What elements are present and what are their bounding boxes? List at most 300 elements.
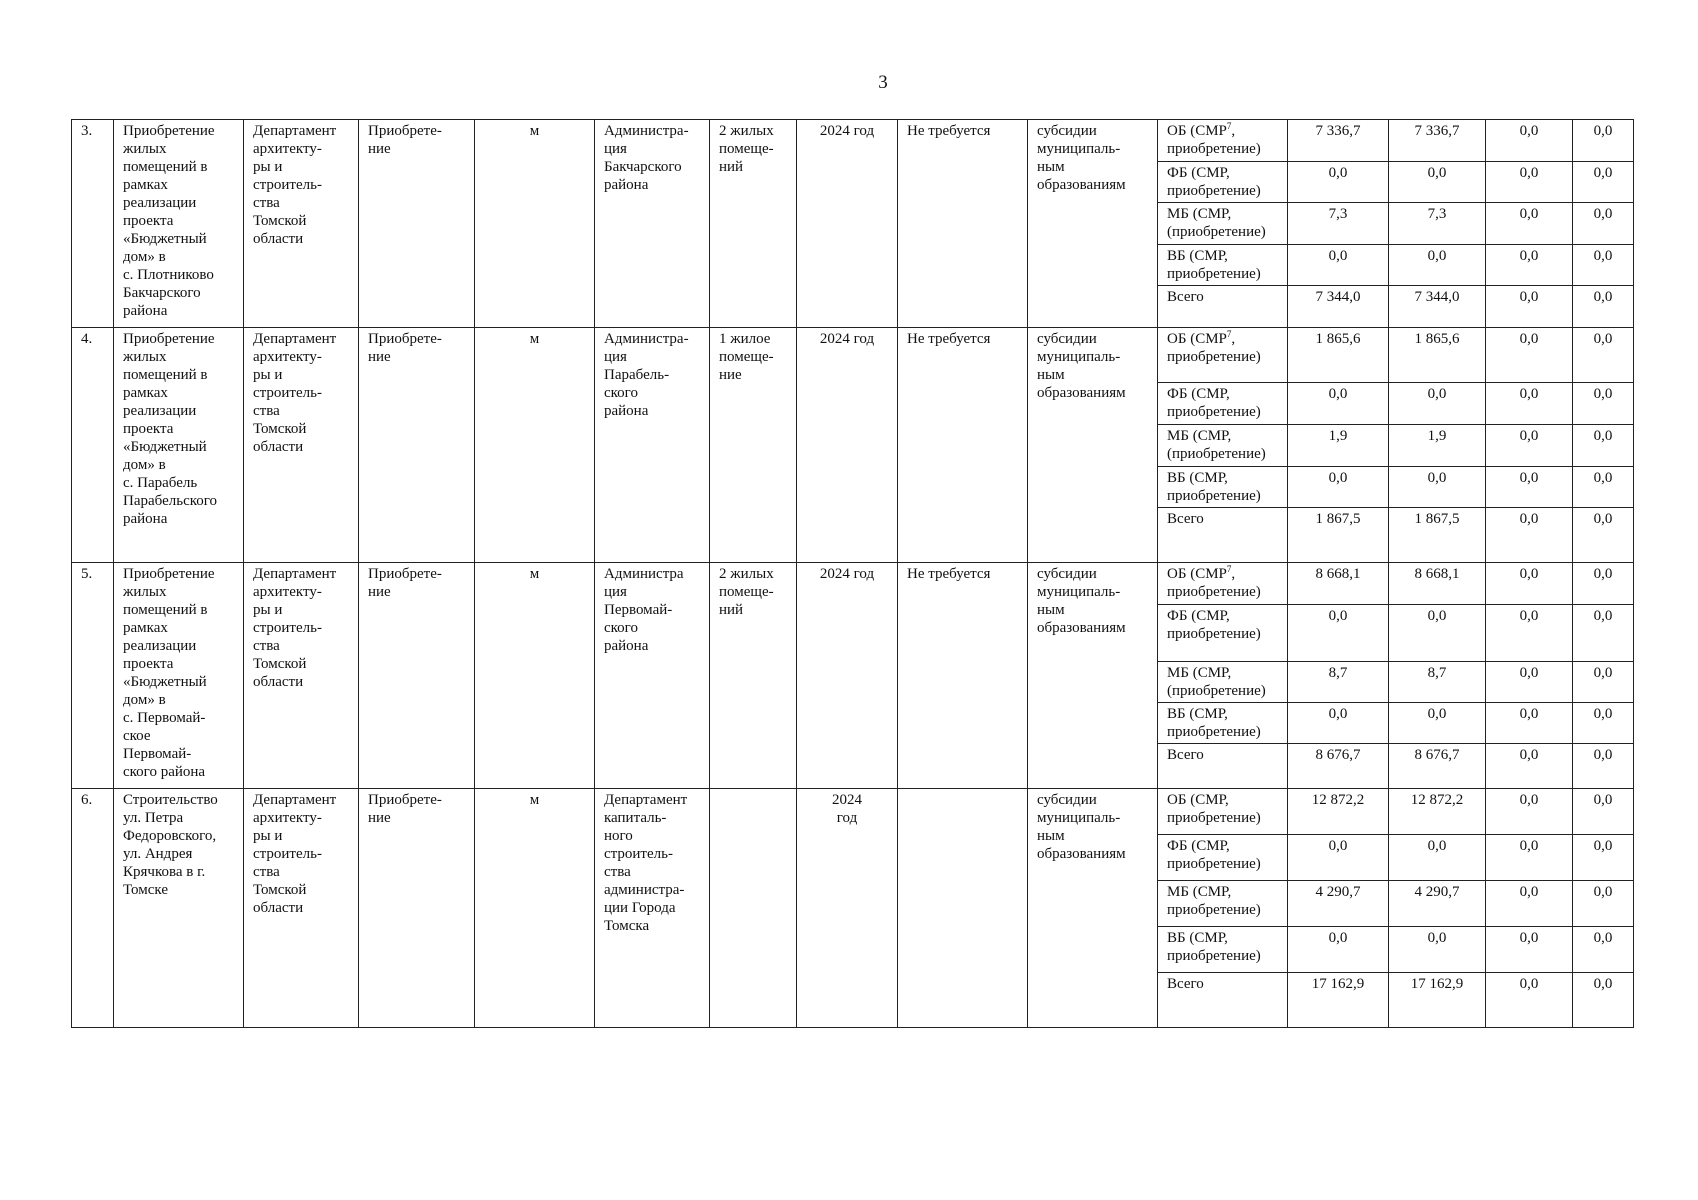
object-name-line: рамках <box>123 385 168 401</box>
work-type <box>359 120 475 328</box>
amount-cell: 0,0 <box>1389 467 1486 508</box>
work-type-line: Приобрете- <box>368 566 442 582</box>
funding-source <box>1158 881 1288 927</box>
amount-cell: 17 162,9 <box>1288 973 1389 1028</box>
funding-source <box>1158 744 1288 789</box>
funding-form-line: муниципаль- <box>1037 141 1121 157</box>
funding-form-line: ным <box>1037 367 1065 383</box>
expertise <box>898 328 1028 563</box>
object-name-line: проекта <box>123 656 174 672</box>
source-label-line2: (приобретение) <box>1167 446 1266 462</box>
amount-cell: 7,3 <box>1288 203 1389 245</box>
footnote-mark: 7 <box>1226 564 1232 574</box>
source-label-tail: , <box>1231 123 1236 139</box>
object-name-line: Парабельского <box>123 493 218 509</box>
capacity <box>710 789 797 1028</box>
customer <box>244 120 359 328</box>
funding-source <box>1158 203 1288 245</box>
object-name-line: Бакчарского <box>123 285 201 301</box>
source-label: ВБ (СМР, <box>1167 706 1228 722</box>
amount-cell: 0,0 <box>1389 605 1486 662</box>
funding-source <box>1158 120 1288 162</box>
object-name-line: Первомай- <box>123 746 192 762</box>
amount-cell: 8 668,1 <box>1389 563 1486 605</box>
expertise <box>898 789 1028 1028</box>
amount-cell: 8 676,7 <box>1288 744 1389 789</box>
work-type-line: ние <box>368 810 391 826</box>
amount-cell: 0,0 <box>1573 328 1634 383</box>
funding-form <box>1028 563 1158 789</box>
executor-line: администра- <box>604 882 685 898</box>
funding-source <box>1158 162 1288 203</box>
customer-line: ства <box>253 195 280 211</box>
customer-line: области <box>253 439 304 455</box>
funding-form <box>1028 789 1158 1028</box>
row-number: 3. <box>72 120 114 328</box>
capacity <box>710 563 797 789</box>
executor <box>595 120 710 328</box>
executor-line: капиталь- <box>604 810 667 826</box>
object-name-line: района <box>123 303 168 319</box>
amount-cell: 0,0 <box>1573 383 1634 425</box>
amount-cell: 7 336,7 <box>1288 120 1389 162</box>
source-label-line2: приобретение) <box>1167 404 1261 420</box>
amount-cell: 0,0 <box>1486 245 1573 286</box>
amount-cell: 0,0 <box>1486 662 1573 703</box>
object-name-line: с. Первомай- <box>123 710 206 726</box>
table-row <box>72 120 1634 162</box>
customer-line: области <box>253 231 304 247</box>
object-name-line: Приобретение <box>123 331 215 347</box>
source-label: Всего <box>1167 747 1204 763</box>
funding-source <box>1158 835 1288 881</box>
source-label-line2: приобретение) <box>1167 183 1261 199</box>
object-name-line: жилых <box>123 584 167 600</box>
work-type-line: ние <box>368 141 391 157</box>
amount-cell: 0,0 <box>1573 120 1634 162</box>
funding-form <box>1028 328 1158 563</box>
customer-line: Томской <box>253 421 307 437</box>
amount-cell: 0,0 <box>1486 605 1573 662</box>
customer-line: ры и <box>253 828 283 844</box>
amount-cell: 7 336,7 <box>1389 120 1486 162</box>
funding-source <box>1158 508 1288 563</box>
source-label-line2: приобретение) <box>1167 902 1261 918</box>
object-name <box>114 789 244 1028</box>
amount-cell: 1 867,5 <box>1389 508 1486 563</box>
source-label-line2: приобретение) <box>1167 856 1261 872</box>
customer-line: Департамент <box>253 566 337 582</box>
page-number: 3 <box>878 72 888 93</box>
amount-cell: 0,0 <box>1486 328 1573 383</box>
customer-line: области <box>253 674 304 690</box>
amount-cell: 0,0 <box>1389 927 1486 973</box>
amount-cell: 0,0 <box>1389 245 1486 286</box>
table-row <box>72 563 1634 605</box>
table-row <box>72 789 1634 835</box>
source-label-line2: приобретение) <box>1167 724 1261 740</box>
customer-line: ства <box>253 403 280 419</box>
executor <box>595 328 710 563</box>
object-name-line: Приобретение <box>123 123 215 139</box>
amount-cell: 0,0 <box>1486 425 1573 467</box>
amount-cell: 4 290,7 <box>1389 881 1486 927</box>
customer-line: архитекту- <box>253 349 322 365</box>
executor-line: Администра- <box>604 331 689 347</box>
funding-form-line: субсидии <box>1037 792 1097 808</box>
object-name-line: «Бюджетный <box>123 231 207 247</box>
object-name-line: с. Плотниково <box>123 267 214 283</box>
amount-cell: 0,0 <box>1486 162 1573 203</box>
executor-line: ция <box>604 141 627 157</box>
customer-line: Томской <box>253 213 307 229</box>
object-name-line: рамках <box>123 177 168 193</box>
amount-cell: 7,3 <box>1389 203 1486 245</box>
expertise-line: Не требуется <box>907 123 991 139</box>
amount-cell: 0,0 <box>1486 383 1573 425</box>
row-number: 6. <box>72 789 114 1028</box>
customer-line: ры и <box>253 367 283 383</box>
object-name-line: «Бюджетный <box>123 439 207 455</box>
amount-cell: 0,0 <box>1573 662 1634 703</box>
amount-cell: 0,0 <box>1288 245 1389 286</box>
amount-cell: 0,0 <box>1573 425 1634 467</box>
object-name-line: ского района <box>123 764 206 780</box>
source-label-line2: приобретение) <box>1167 266 1261 282</box>
object-name-line: «Бюджетный <box>123 674 207 690</box>
source-label: ФБ (СМР, <box>1167 165 1230 181</box>
amount-cell: 0,0 <box>1573 881 1634 927</box>
row-number: 5. <box>72 563 114 789</box>
work-type <box>359 789 475 1028</box>
executor-line: Парабель- <box>604 367 670 383</box>
capacity-line: ний <box>719 602 744 618</box>
executor-line: Томска <box>604 918 650 934</box>
customer-line: Томской <box>253 882 307 898</box>
amount-cell: 7 344,0 <box>1288 286 1389 328</box>
capacity-line: помеще- <box>719 349 774 365</box>
amount-cell: 0,0 <box>1573 605 1634 662</box>
amount-cell: 12 872,2 <box>1389 789 1486 835</box>
source-label: МБ (СМР, <box>1167 884 1232 900</box>
funding-source <box>1158 286 1288 328</box>
object-name-line: рамках <box>123 620 168 636</box>
executor-line: Первомай- <box>604 602 673 618</box>
source-label-line2: приобретение) <box>1167 141 1261 157</box>
period <box>797 328 898 563</box>
funding-source <box>1158 789 1288 835</box>
source-label: МБ (СМР, <box>1167 428 1232 444</box>
amount-cell: 0,0 <box>1486 508 1573 563</box>
customer <box>244 789 359 1028</box>
object-name-line: реализации <box>123 403 197 419</box>
amount-cell: 17 162,9 <box>1389 973 1486 1028</box>
executor-line: ция <box>604 584 627 600</box>
amount-cell: 0,0 <box>1573 162 1634 203</box>
table-row <box>72 328 1634 383</box>
source-label: ОБ (СМР <box>1167 566 1227 582</box>
executor-line: ции Города <box>604 900 676 916</box>
period-line: год <box>836 810 858 826</box>
period-line: 2024 год <box>819 123 875 139</box>
funding-form-line: субсидии <box>1037 566 1097 582</box>
funding-form-line: образованиям <box>1037 385 1126 401</box>
amount-cell: 0,0 <box>1486 563 1573 605</box>
period-line: 2024 год <box>819 331 875 347</box>
object-name-line: ул. Петра <box>123 810 184 826</box>
amount-cell: 0,0 <box>1573 744 1634 789</box>
source-label-tail: , <box>1231 331 1236 347</box>
funding-form-line: образованиям <box>1037 846 1126 862</box>
amount-cell: 1,9 <box>1389 425 1486 467</box>
funding-source <box>1158 467 1288 508</box>
expertise-line: Не требуется <box>907 331 991 347</box>
amount-cell: 0,0 <box>1573 245 1634 286</box>
amount-cell: 0,0 <box>1389 162 1486 203</box>
expertise-line: Не требуется <box>907 566 991 582</box>
period <box>797 789 898 1028</box>
object-name-line: ское <box>123 728 151 744</box>
amount-cell: 0,0 <box>1288 703 1389 744</box>
work-type <box>359 563 475 789</box>
funding-form-line: муниципаль- <box>1037 584 1121 600</box>
object-name-line: Строительство <box>123 792 218 808</box>
customer <box>244 328 359 563</box>
unit: м <box>475 120 595 328</box>
funding-source <box>1158 383 1288 425</box>
executor-line: ского <box>604 385 638 401</box>
amount-cell: 0,0 <box>1573 927 1634 973</box>
amount-cell: 1 867,5 <box>1288 508 1389 563</box>
capacity-line: 2 жилых <box>719 123 774 139</box>
expertise <box>898 563 1028 789</box>
amount-cell: 0,0 <box>1486 927 1573 973</box>
funding-source <box>1158 245 1288 286</box>
funding-source <box>1158 927 1288 973</box>
customer-line: ства <box>253 638 280 654</box>
amount-cell: 7 344,0 <box>1389 286 1486 328</box>
funding-source <box>1158 605 1288 662</box>
source-label: ФБ (СМР, <box>1167 608 1230 624</box>
work-type-line: Приобрете- <box>368 331 442 347</box>
source-label: Всего <box>1167 289 1204 305</box>
object-name-line: реализации <box>123 195 197 211</box>
object-name-line: Томске <box>123 882 168 898</box>
source-label-line2: (приобретение) <box>1167 683 1266 699</box>
object-name <box>114 563 244 789</box>
customer-line: строитель- <box>253 846 322 862</box>
amount-cell: 12 872,2 <box>1288 789 1389 835</box>
amount-cell: 0,0 <box>1573 789 1634 835</box>
customer-line: архитекту- <box>253 141 322 157</box>
period-line: 2024 <box>832 792 862 808</box>
amount-cell: 0,0 <box>1486 286 1573 328</box>
program-table <box>71 119 1634 1028</box>
customer-line: Департамент <box>253 792 337 808</box>
funding-form-line: образованиям <box>1037 620 1126 636</box>
capacity-line: ний <box>719 159 744 175</box>
amount-cell: 0,0 <box>1573 508 1634 563</box>
amount-cell: 4 290,7 <box>1288 881 1389 927</box>
amount-cell: 8,7 <box>1288 662 1389 703</box>
executor <box>595 789 710 1028</box>
funding-form-line: ным <box>1037 828 1065 844</box>
source-label: ВБ (СМР, <box>1167 248 1228 264</box>
source-label-line2: приобретение) <box>1167 948 1261 964</box>
funding-form <box>1028 120 1158 328</box>
capacity <box>710 328 797 563</box>
object-name-line: ул. Андрея <box>123 846 193 862</box>
amount-cell: 0,0 <box>1573 467 1634 508</box>
amount-cell: 0,0 <box>1389 835 1486 881</box>
source-label: МБ (СМР, <box>1167 665 1232 681</box>
amount-cell: 0,0 <box>1573 286 1634 328</box>
funding-source <box>1158 973 1288 1028</box>
customer <box>244 563 359 789</box>
amount-cell: 0,0 <box>1486 973 1573 1028</box>
source-label: ФБ (СМР, <box>1167 838 1230 854</box>
object-name-line: Федоровского, <box>123 828 217 844</box>
object-name-line: дом» в <box>123 692 166 708</box>
period <box>797 563 898 789</box>
source-label: ВБ (СМР, <box>1167 930 1228 946</box>
executor-line: ция <box>604 349 627 365</box>
executor <box>595 563 710 789</box>
amount-cell: 0,0 <box>1573 203 1634 245</box>
object-name-line: Приобретение <box>123 566 215 582</box>
funding-form-line: ным <box>1037 159 1065 175</box>
work-type <box>359 328 475 563</box>
amount-cell: 1,9 <box>1288 425 1389 467</box>
source-label: ОБ (СМР <box>1167 123 1227 139</box>
object-name-line: жилых <box>123 349 167 365</box>
object-name-line: Крячкова в г. <box>123 864 206 880</box>
funding-form-line: муниципаль- <box>1037 349 1121 365</box>
row-number: 4. <box>72 328 114 563</box>
executor-line: ского <box>604 620 638 636</box>
funding-source <box>1158 703 1288 744</box>
amount-cell: 0,0 <box>1288 467 1389 508</box>
customer-line: строитель- <box>253 385 322 401</box>
work-type-line: ние <box>368 584 391 600</box>
expertise <box>898 120 1028 328</box>
customer-line: области <box>253 900 304 916</box>
executor-line: строитель- <box>604 846 673 862</box>
executor-line: Департамент <box>604 792 688 808</box>
amount-cell: 0,0 <box>1486 467 1573 508</box>
source-label: ОБ (СМР <box>1167 331 1227 347</box>
source-label: МБ (СМР, <box>1167 206 1232 222</box>
amount-cell: 0,0 <box>1573 973 1634 1028</box>
object-name-line: жилых <box>123 141 167 157</box>
source-label: ФБ (СМР, <box>1167 386 1230 402</box>
amount-cell: 0,0 <box>1486 203 1573 245</box>
work-type-line: Приобрете- <box>368 123 442 139</box>
customer-line: Томской <box>253 656 307 672</box>
executor-line: района <box>604 638 649 654</box>
amount-cell: 0,0 <box>1288 383 1389 425</box>
source-label: ОБ (СМР, <box>1167 792 1229 808</box>
amount-cell: 8,7 <box>1389 662 1486 703</box>
object-name <box>114 328 244 563</box>
source-label: Всего <box>1167 976 1204 992</box>
amount-cell: 0,0 <box>1486 835 1573 881</box>
capacity-line: 1 жилое <box>719 331 771 347</box>
capacity-line: помеще- <box>719 584 774 600</box>
executor-line: Администра <box>604 566 684 582</box>
object-name-line: района <box>123 511 168 527</box>
funding-form-line: субсидии <box>1037 331 1097 347</box>
object-name <box>114 120 244 328</box>
funding-form-line: ным <box>1037 602 1065 618</box>
amount-cell: 0,0 <box>1389 703 1486 744</box>
funding-source <box>1158 662 1288 703</box>
executor-line: Бакчарского <box>604 159 682 175</box>
funding-form-line: муниципаль- <box>1037 810 1121 826</box>
amount-cell: 0,0 <box>1573 703 1634 744</box>
source-label-tail: , <box>1231 566 1236 582</box>
object-name-line: помещений в <box>123 367 208 383</box>
unit: м <box>475 328 595 563</box>
funding-source <box>1158 425 1288 467</box>
funding-form-line: образованиям <box>1037 177 1126 193</box>
source-label-line2: приобретение) <box>1167 349 1261 365</box>
footnote-mark: 7 <box>1226 329 1232 339</box>
capacity-line: ние <box>719 367 742 383</box>
capacity <box>710 120 797 328</box>
amount-cell: 0,0 <box>1288 927 1389 973</box>
source-label-line2: приобретение) <box>1167 810 1261 826</box>
customer-line: Департамент <box>253 331 337 347</box>
executor-line: района <box>604 403 649 419</box>
object-name-line: дом» в <box>123 249 166 265</box>
customer-line: строитель- <box>253 177 322 193</box>
work-type-line: Приобрете- <box>368 792 442 808</box>
amount-cell: 0,0 <box>1486 120 1573 162</box>
customer-line: архитекту- <box>253 584 322 600</box>
executor-line: ного <box>604 828 633 844</box>
amount-cell: 0,0 <box>1288 162 1389 203</box>
customer-line: ры и <box>253 159 283 175</box>
amount-cell: 0,0 <box>1389 383 1486 425</box>
amount-cell: 8 676,7 <box>1389 744 1486 789</box>
amount-cell: 0,0 <box>1573 563 1634 605</box>
unit: м <box>475 563 595 789</box>
amount-cell: 0,0 <box>1573 835 1634 881</box>
source-label: Всего <box>1167 511 1204 527</box>
amount-cell: 0,0 <box>1288 605 1389 662</box>
source-label-line2: (приобретение) <box>1167 224 1266 240</box>
object-name-line: помещений в <box>123 602 208 618</box>
amount-cell: 0,0 <box>1486 881 1573 927</box>
customer-line: архитекту- <box>253 810 322 826</box>
amount-cell: 0,0 <box>1288 835 1389 881</box>
object-name-line: проекта <box>123 213 174 229</box>
work-type-line: ние <box>368 349 391 365</box>
customer-line: строитель- <box>253 620 322 636</box>
source-label-line2: приобретение) <box>1167 584 1261 600</box>
amount-cell: 0,0 <box>1486 789 1573 835</box>
period <box>797 120 898 328</box>
executor-line: района <box>604 177 649 193</box>
object-name-line: с. Парабель <box>123 475 198 491</box>
customer-line: ства <box>253 864 280 880</box>
amount-cell: 0,0 <box>1486 703 1573 744</box>
capacity-line: помеще- <box>719 141 774 157</box>
object-name-line: реализации <box>123 638 197 654</box>
customer-line: Департамент <box>253 123 337 139</box>
funding-source <box>1158 563 1288 605</box>
